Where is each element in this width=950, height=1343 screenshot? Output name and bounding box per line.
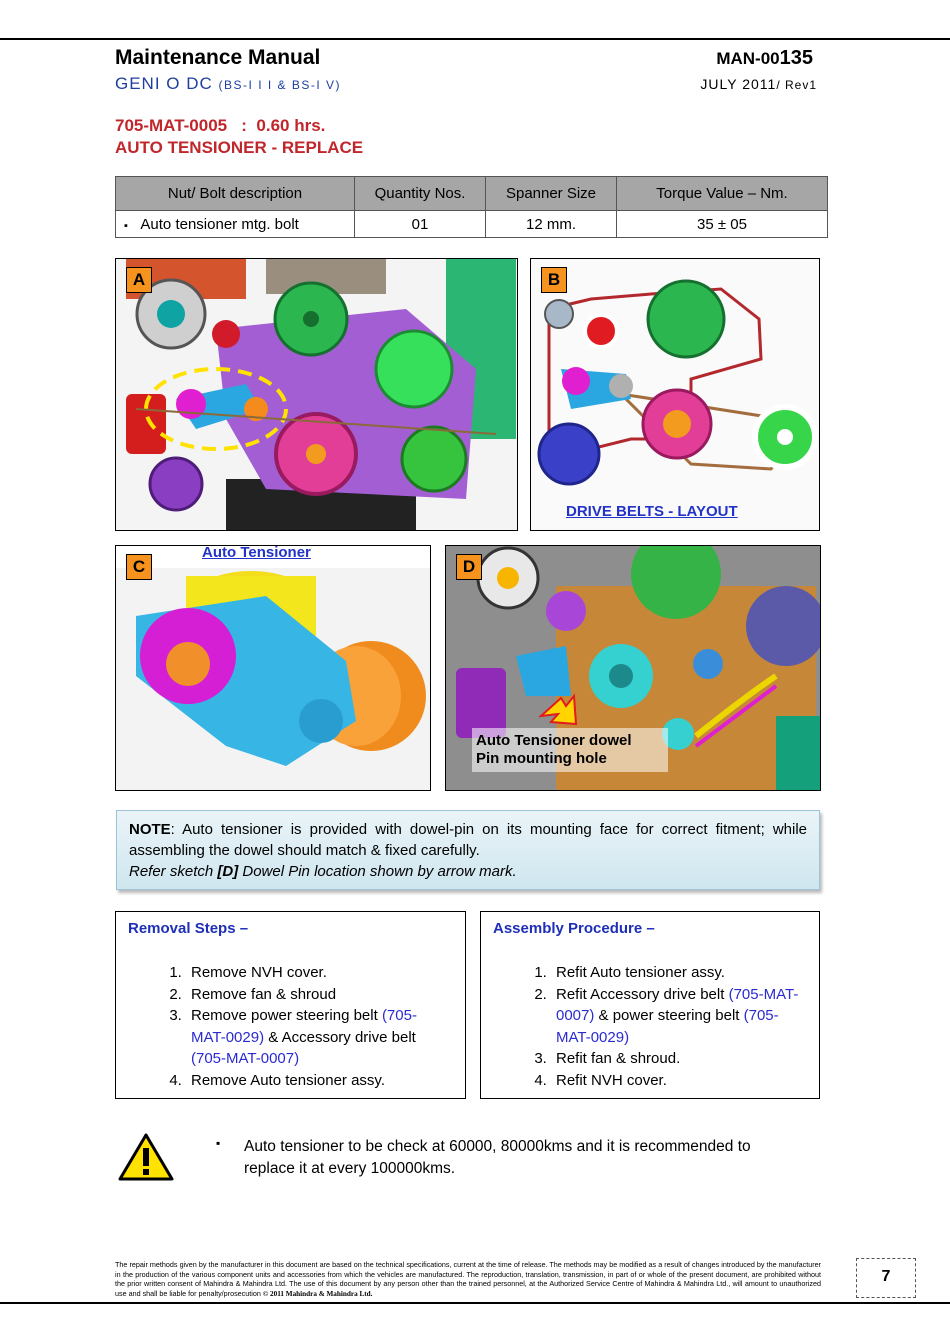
document-code: MAN-00135 <box>716 47 813 69</box>
drive-belts-illustration <box>531 259 819 530</box>
panel-d-dowel-pin <box>445 545 821 791</box>
auto-tensioner-illustration <box>116 546 430 790</box>
auto-tensioner-caption: Auto Tensioner <box>202 545 311 561</box>
operation-title: AUTO TENSIONER - REPLACE <box>115 138 364 157</box>
list-item: 1. Refit Auto tensioner assy. <box>551 962 801 984</box>
panel-b-label: B <box>541 267 567 293</box>
operation-code: 705-MAT-0005 : 0.60 hrs. <box>115 116 326 135</box>
col-header-qty: Quantity Nos. <box>355 177 486 211</box>
panel-a-label: A <box>126 267 152 293</box>
warning-text: Auto tensioner to be check at 60000, 80000kms and it is recommended to replace it at every 100000kms. <box>244 1138 751 1177</box>
list-item: 4. Refit NVH cover. <box>551 1070 801 1092</box>
bottom-rule <box>0 1302 950 1304</box>
engine-front-illustration <box>116 259 517 530</box>
list-item: 3. Refit fan & shroud. <box>551 1048 801 1070</box>
list-item: 3. Remove power steering belt (705-MAT-0029) & Accessory drive belt (705-MAT-0007) <box>186 1005 436 1070</box>
note-text: NOTE: Auto tensioner is provided with dowel-pin on its mounting face for correct fitment; while assembling the dowel should match & fixed carefully. <box>129 821 807 859</box>
warning-icon <box>117 1132 175 1182</box>
cell-spanner: 12 mm. <box>486 211 617 238</box>
list-item: 1. Remove NVH cover. <box>186 962 436 984</box>
dowel-pin-caption: Auto Tensioner dowel Pin mounting hole <box>472 728 668 772</box>
table-row <box>116 211 828 238</box>
bolt-spec-table <box>115 176 828 238</box>
warning-bullet: ▪ <box>216 1136 221 1150</box>
top-rule <box>0 38 950 40</box>
panel-a-engine-front <box>115 258 518 531</box>
revision-date: JULY 2011/ Rev1 <box>700 76 817 92</box>
panel-c-label: C <box>126 554 152 580</box>
cell-qty: 01 <box>355 211 486 238</box>
panel-b-drive-belts <box>530 258 820 531</box>
col-header-spanner: Spanner Size <box>486 177 617 211</box>
table-header-row <box>116 177 828 211</box>
manual-title: Maintenance Manual <box>115 46 321 69</box>
list-item: 4. Remove Auto tensioner assy. <box>186 1070 436 1092</box>
page-number: 7 <box>856 1258 916 1298</box>
assembly-procedure-title: Assembly Procedure – <box>493 920 655 937</box>
removal-steps-box <box>115 911 466 1099</box>
col-header-desc: Nut/ Bolt description <box>116 177 355 211</box>
removal-steps-list <box>116 962 436 1091</box>
footer-disclaimer: The repair methods given by the manufacturer in this document are based on the technical specifications, current at the time of release. The methods may be modified as a result of changes introduced by the manufacturer in the production of the various component units and accessories from which the vehicles are manufactured. The reproduction, translation, transmission, in part of or whole of the present document, are prohibited without the prior written consent of Mahindra & Mahindra Ltd. The use of this document by any person other than the trained personnel, at the Authorized Service Centre of Mahindra & Mahindra Ltd., will amount to unauthorized use and shall be liable for penalty/prosecution © 2011 Mahindra & Mahindra Ltd. <box>115 1260 821 1298</box>
note-reference: Refer sketch [D] Dowel Pin location shown by arrow mark. <box>129 863 517 880</box>
note-box <box>116 810 820 890</box>
panel-d-label: D <box>456 554 482 580</box>
list-item: 2. Refit Accessory drive belt (705-MAT-0007) & power steering belt (705-MAT-0029) <box>551 984 801 1049</box>
col-header-torque: Torque Value – Nm. <box>617 177 828 211</box>
panel-c-auto-tensioner <box>115 545 431 791</box>
assembly-procedure-box <box>480 911 820 1099</box>
list-item: 2. Remove fan & shroud <box>186 984 436 1006</box>
removal-steps-title: Removal Steps – <box>128 920 249 937</box>
model-name: GENI O DC (BS-I I I & BS-I V) <box>115 74 342 93</box>
model-variant: (BS-I I I & BS-I V) <box>218 78 342 92</box>
cell-desc: ▪ Auto tensioner mtg. bolt <box>116 211 355 238</box>
drive-belts-caption: DRIVE BELTS - LAYOUT <box>566 503 738 520</box>
cell-torque: 35 ± 05 <box>617 211 828 238</box>
assembly-steps-list <box>481 962 801 1091</box>
